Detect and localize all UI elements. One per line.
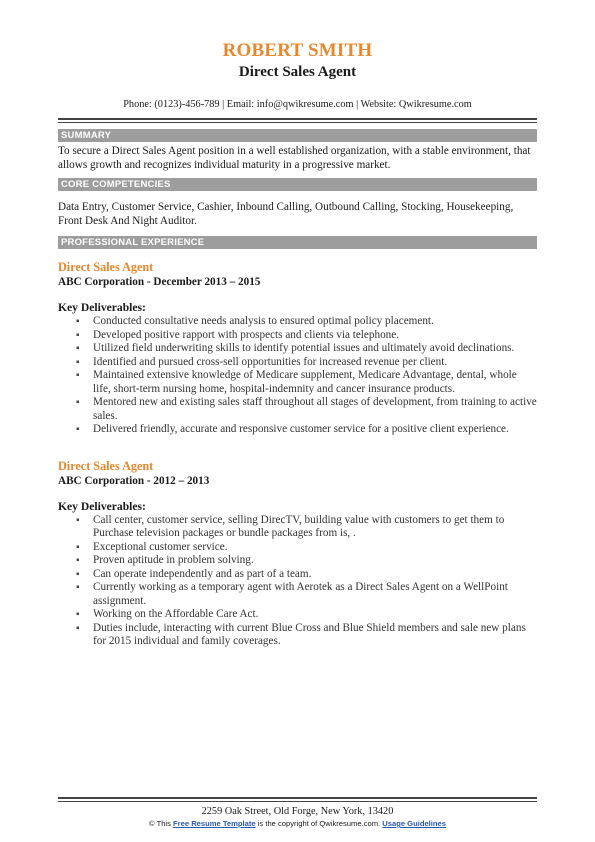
summary-text: To secure a Direct Sales Agent position in a well established organization, with a stable environment, that allows growth and recognizes individual maturity in a progressive market. [58,145,531,171]
header-divider-thick [58,118,537,120]
bullet-icon: ▪ [76,609,80,620]
bullet-icon: ▪ [76,514,80,526]
footer-divider-thin [58,801,537,802]
job-entry [58,260,537,437]
job-role: Direct Sales Agent [58,260,154,274]
bullet-icon: ▪ [76,397,80,408]
bullet-icon: ▪ [76,343,80,354]
job-role: Direct Sales Agent [58,458,154,473]
competencies-heading: CORE COMPETENCIES [58,178,537,191]
list-item: ▪ Working on the Affordable Care Act. [76,608,259,620]
job-entry [58,459,537,649]
summary-heading: SUMMARY [58,129,537,142]
bullet-icon: ▪ [76,555,80,566]
deliverables-list [58,514,537,649]
copyright-middle: is the copyright of Qwikresume.com. [257,819,381,828]
bullet-icon: ▪ [76,316,80,327]
bullet-icon: ▪ [76,329,80,341]
list-item: ▪ Developed positive rapport with prospects and clients via telephone. [76,328,400,341]
resume-page [58,0,537,649]
candidate-name: ROBERT SMITH [222,40,373,61]
usage-guidelines-link[interactable]: Usage Guidelines [382,819,446,828]
contact-line: Phone: (0123)-456-789 | Email: info@qwikresume.com | Website: Qwikresume.com [123,99,472,110]
list-item: ▪ Exceptional customer service. [76,540,228,553]
footer-copyright [58,819,537,829]
list-item: ▪ Delivered friendly, accurate and responsive customer service for a positive client experience. [76,423,509,435]
deliverables-list [58,315,537,437]
list-item: ▪ Maintained extensive knowledge of Medicare supplement, Medicare Advantage, dental, whole life, short-term nursing home, hospital-indemnity and cancer insurance products. [76,369,517,395]
list-item: ▪ Mentored new and existing sales staff throughout all stages of development, from training to active sales. [76,396,537,422]
deliverables-label: Key Deliverables: [58,301,146,314]
bullet-icon: ▪ [76,541,80,553]
bullet-icon: ▪ [76,622,80,634]
footer-divider-thick [58,797,537,799]
list-item: ▪ Currently working as a temporary agent with Aerotek as a Direct Sales Agent on a WellPoint assignment. [76,581,508,607]
bullet-icon: ▪ [76,424,80,435]
list-item: ▪ Identified and pursued cross-sell opportunities for increased revenue per client. [76,355,448,368]
bullet-icon: ▪ [76,356,80,368]
free-resume-template-link[interactable]: Free Resume Template [173,819,256,828]
list-item: ▪ Utilized field underwriting skills to identify potential issues and ultimately avoid declinations. [76,342,515,354]
deliverables-label: Key Deliverables: [58,499,146,513]
job-company: ABC Corporation - 2012 – 2013 [58,474,210,487]
job-company: ABC Corporation - December 2013 – 2015 [58,276,261,288]
bullet-icon: ▪ [76,370,80,381]
list-item: ▪ Call center, customer service, selling DirecTV, building value with customers to get them to Purchase television packages or bundle packages from is, . [76,513,505,539]
copyright-prefix: © This [149,819,171,828]
bullet-icon: ▪ [76,568,80,580]
list-item: ▪ Conducted consultative needs analysis to ensured optimal policy placement. [76,315,434,327]
competencies-text: Data Entry, Customer Service, Cashier, Inbound Calling, Outbound Calling, Stocking, Housekeeping, Front Desk And Night Auditor. [58,201,514,227]
footer-address: 2259 Oak Street, Old Forge, New York, 13420 [201,806,394,817]
experience-heading: PROFESSIONAL EXPERIENCE [58,236,537,249]
list-item: ▪ Duties include, interacting with current Blue Cross and Blue Shield members and sale new plans for 2015 individual and family coverages. [76,621,526,647]
candidate-title: Direct Sales Agent [238,64,357,80]
bullet-icon: ▪ [76,582,80,593]
list-item: ▪ Can operate independently and as part of a team. [76,567,312,580]
list-item: ▪ Proven aptitude in problem solving. [76,554,254,566]
